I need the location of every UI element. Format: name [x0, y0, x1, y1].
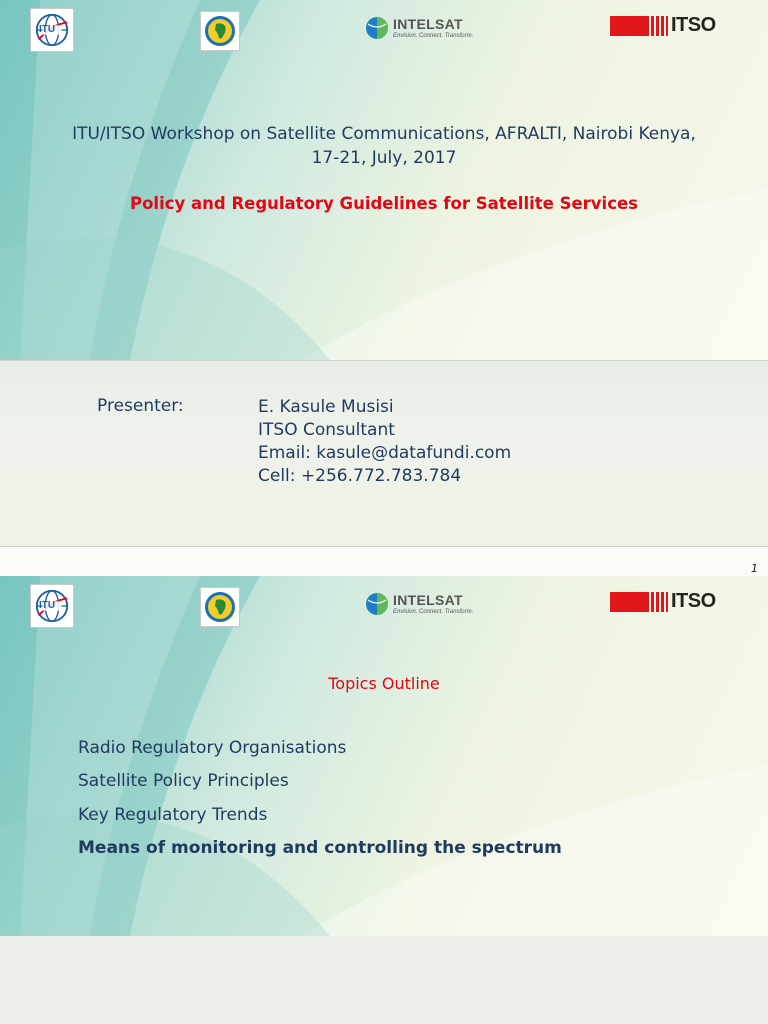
workshop-line-2: 17-21, July, 2017: [311, 148, 457, 168]
itso-wordmark: ITSO: [671, 590, 716, 612]
itso-bar-mark-icon: [610, 16, 646, 36]
intelsat-logo: [365, 16, 473, 40]
workshop-line-1: ITU/ITSO Workshop on Satellite Communications, AFRALTI, Nairobi Kenya,: [72, 124, 696, 144]
itu-logo-text: ITU: [39, 24, 56, 35]
topics-title: Topics Outline: [328, 674, 440, 693]
itso-logo: [610, 590, 716, 613]
slide-divider: [0, 360, 768, 361]
itso-logo: [610, 14, 716, 37]
lower-panel: [0, 936, 768, 1024]
intelsat-globe-icon: [365, 592, 389, 616]
afralti-logo: [200, 587, 240, 627]
slide-1-header-area: [0, 0, 768, 360]
intelsat-globe-icon: [365, 16, 389, 40]
presenter-cell: Cell: +256.772.783.784: [258, 466, 462, 486]
background-swoosh: [0, 0, 768, 360]
topic-item-1: Radio Regulatory Organisations: [78, 738, 347, 758]
itso-bar-mark-icon: [610, 592, 646, 612]
itso-stripe-mark-icon: [646, 592, 668, 612]
presenter-details: [258, 396, 511, 488]
intelsat-logo: [365, 592, 473, 616]
afralti-logo: [200, 11, 240, 51]
presenter-name: E. Kasule Musisi: [258, 397, 394, 417]
itso-stripe-mark-icon: [646, 16, 668, 36]
intelsat-name: INTELSAT: [393, 16, 463, 32]
page-number: 1: [751, 562, 758, 575]
africa-emblem-icon: [203, 590, 237, 624]
page-gap: [0, 546, 768, 576]
presenter-role: ITSO Consultant: [258, 420, 395, 440]
africa-emblem-icon: [203, 14, 237, 48]
slide-1-title: Policy and Regulatory Guidelines for Satellite Services: [129, 194, 639, 213]
itso-wordmark: ITSO: [671, 14, 716, 36]
presenter-label: Presenter:: [97, 396, 184, 416]
topic-item-2: Satellite Policy Principles: [78, 771, 289, 791]
itu-logo-text: ITU: [39, 600, 56, 611]
presenter-email: Email: kasule@datafundi.com: [258, 443, 512, 463]
topic-item-4: Means of monitoring and controlling the spectrum: [78, 838, 562, 858]
page-divider: [0, 546, 768, 547]
intelsat-name: INTELSAT: [393, 592, 463, 608]
workshop-heading: [40, 122, 728, 170]
intelsat-tagline: Envision. Connect. Transform.: [393, 609, 474, 615]
topic-item-3: Key Regulatory Trends: [78, 805, 268, 825]
intelsat-tagline: Envision. Connect. Transform.: [393, 33, 474, 39]
